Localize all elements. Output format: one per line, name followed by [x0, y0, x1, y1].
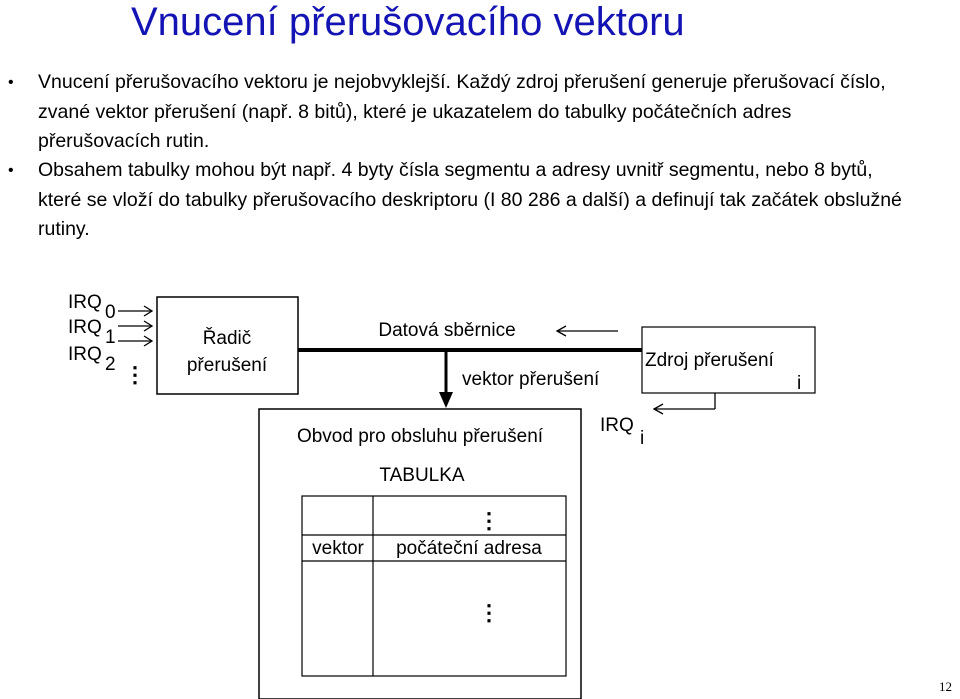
page-number: 12: [939, 679, 952, 694]
table-col-vector: vektor: [312, 538, 364, 559]
bus-input-arrow: [557, 326, 618, 336]
irq-input-2: [68, 344, 116, 375]
data-bus-label: Datová sběrnice: [378, 320, 516, 341]
interrupt-source-index: i: [797, 373, 802, 394]
irq-index: 1: [105, 327, 116, 348]
irq-index: 0: [105, 302, 116, 323]
bullet-dot-icon: •: [8, 162, 14, 179]
irq-index: 2: [105, 354, 116, 375]
table-bottom-ellipsis-icon: ⋮: [478, 600, 500, 625]
bullet-dot-icon: •: [8, 74, 14, 91]
irq-i-label: IRQ: [600, 415, 634, 436]
table-title: TABULKA: [379, 465, 465, 486]
irq-i-index: i: [640, 428, 645, 449]
slide-title: Vnucení přerušovacího vektoru: [131, 0, 685, 44]
irq-label: IRQ: [68, 292, 102, 313]
irq-arrows: [118, 306, 152, 346]
bullet-text: Vnucení přerušovacího vektoru je nejobvyklejší. Každý zdroj přerušení generuje přerušovací číslo, zvané vektor přerušení (např. 8 bitů), které je ukazatelem do tabulky počátečních adres přerušovacích rutin.: [38, 71, 886, 152]
table-col-address: počáteční adresa: [396, 538, 542, 559]
irq-label: IRQ: [68, 317, 102, 338]
irq-label: IRQ: [68, 344, 102, 365]
bullet-text: Obsahem tabulky mohou být např. 4 byty čísla segmentu a adresy uvnitř segmentu, nebo 8 bytů, které se vloží do tabulky přerušovacího deskriptoru (I 80 286 a další) a definují tak začátek obslužné rutiny.: [38, 159, 902, 240]
interrupt-source-label: Zdroj přerušení: [645, 350, 774, 371]
irq-i-arrow: [654, 393, 715, 414]
handler-label: Obvod pro obsluhu přerušení: [296, 426, 544, 447]
controller-label-1: Řadič: [202, 328, 252, 349]
controller-label-2: přerušení: [186, 355, 268, 376]
vector-down-arrow: [439, 350, 453, 408]
table-top-ellipsis-icon: ⋮: [478, 508, 500, 533]
irq-ellipsis-icon: ⋮: [124, 362, 146, 387]
vector-label: vektor přerušení: [462, 369, 600, 390]
